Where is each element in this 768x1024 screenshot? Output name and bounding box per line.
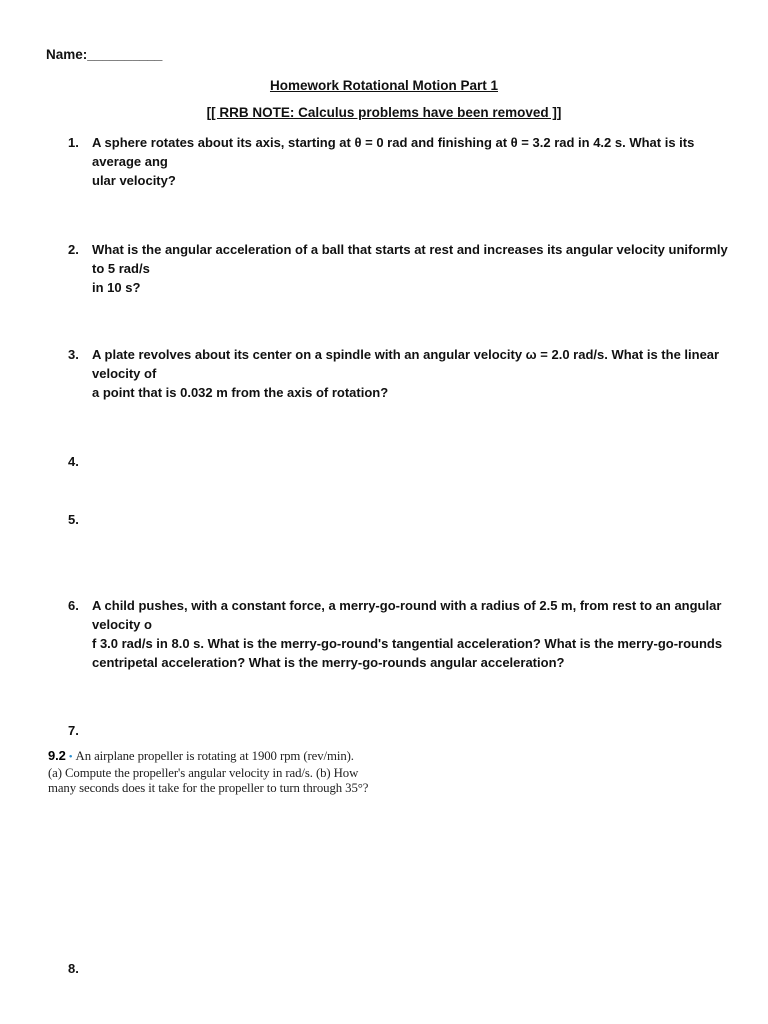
question-number: 1. [68, 135, 79, 150]
question-text-line: A sphere rotates about its axis, starting at θ = 0 rad and finishing at θ = 3.2 rad in 4.2 s. What is its average ang [92, 135, 695, 169]
question-3 [68, 345, 728, 402]
question-text-line: What is the angular acceleration of a ball that starts at rest and increases its angular velocity uniformly to 5 rad/s [92, 242, 728, 276]
name-field-label: Name:__________ [46, 47, 163, 62]
question-text-line: A plate revolves about its center on a spindle with an angular velocity ω = 2.0 rad/s. What is the linear velocity of [92, 347, 720, 381]
question-text-line: f 3.0 rad/s in 8.0 s. What is the merry-go-round's tangential acceleration? What is the merry-go-rounds [92, 636, 723, 651]
question-text-line: ular velocity? [92, 173, 176, 188]
question-6 [68, 596, 728, 672]
question-number: 3. [68, 347, 79, 362]
question-text-line: a point that is 0.032 m from the axis of rotation? [92, 385, 389, 400]
textbook-problem-line [48, 748, 393, 766]
question-number: 2. [68, 242, 79, 257]
question-number: 7. [68, 723, 79, 738]
question-number: 5. [68, 512, 79, 527]
question-1 [68, 133, 728, 190]
question-2 [68, 240, 728, 297]
question-number: 8. [68, 961, 79, 976]
textbook-problem-text: An airplane propeller is rotating at 1900 rpm (rev/min). [75, 749, 354, 763]
textbook-problem-excerpt [48, 748, 393, 797]
question-text-line: A child pushes, with a constant force, a merry-go-round with a radius of 2.5 m, from rest to an angular velocity o [92, 598, 722, 632]
calculus-note: [[ RRB NOTE: Calculus problems have been removed ]] [206, 105, 562, 120]
textbook-problem-number: 9.2 [48, 748, 66, 763]
textbook-problem-line: many seconds does it take for the propeller to turn through 35°? [48, 781, 369, 795]
question-number: 6. [68, 598, 79, 613]
question-text-line: in 10 s? [92, 280, 141, 295]
page-title: Homework Rotational Motion Part 1 [269, 78, 499, 93]
bullet-icon: • [68, 751, 73, 763]
question-number: 4. [68, 454, 79, 469]
question-text-line: centripetal acceleration? What is the merry-go-rounds angular acceleration? [92, 655, 565, 670]
textbook-problem-line: (a) Compute the propeller's angular velocity in rad/s. (b) How [48, 765, 359, 780]
